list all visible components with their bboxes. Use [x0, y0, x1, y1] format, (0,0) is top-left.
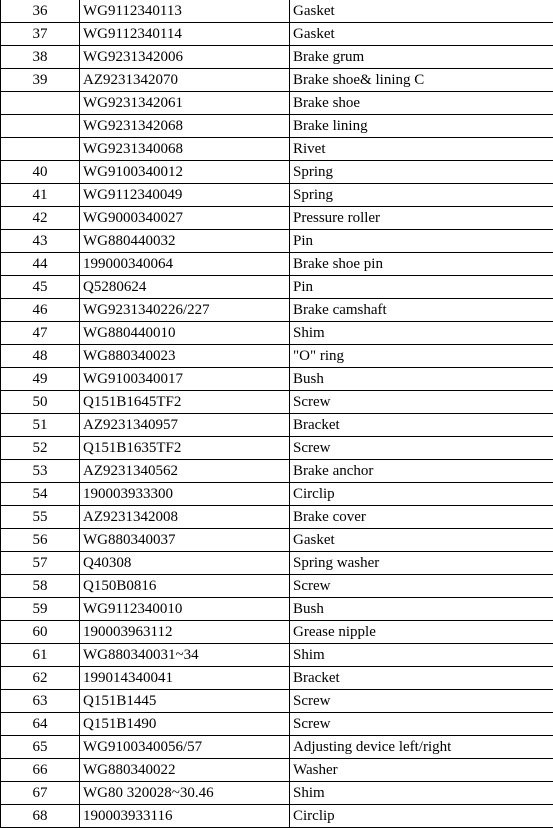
item-number: 42: [1, 207, 80, 230]
part-description: Washer: [290, 759, 553, 782]
table-row: [1, 184, 553, 207]
part-number: AZ9231340562: [80, 460, 290, 483]
part-number: WG9231342061: [80, 92, 290, 115]
part-description: Spring: [290, 184, 553, 207]
item-number: [1, 138, 80, 161]
item-number: 53: [1, 460, 80, 483]
item-number: 52: [1, 437, 80, 460]
table-row: [1, 253, 553, 276]
table-row: [1, 345, 553, 368]
item-number: 37: [1, 23, 80, 46]
item-number: 40: [1, 161, 80, 184]
part-description: Brake shoe& lining C: [290, 69, 553, 92]
table-row: [1, 230, 553, 253]
part-description: Brake camshaft: [290, 299, 553, 322]
part-description: Rivet: [290, 138, 553, 161]
part-description: Pressure roller: [290, 207, 553, 230]
part-description: Bracket: [290, 414, 553, 437]
item-number: 64: [1, 713, 80, 736]
part-description: Pin: [290, 276, 553, 299]
part-number: 190003933116: [80, 805, 290, 828]
part-number: Q151B1645TF2: [80, 391, 290, 414]
part-number: WG80 320028~30.46: [80, 782, 290, 805]
part-description: Screw: [290, 575, 553, 598]
part-number: Q151B1490: [80, 713, 290, 736]
item-number: [1, 115, 80, 138]
part-number: WG9112340113: [80, 0, 290, 23]
table-row: [1, 368, 553, 391]
part-number: Q5280624: [80, 276, 290, 299]
table-row: [1, 23, 553, 46]
part-number: AZ9231342008: [80, 506, 290, 529]
part-description: Screw: [290, 391, 553, 414]
part-number: WG9112340114: [80, 23, 290, 46]
table-row: [1, 759, 553, 782]
part-description: Gasket: [290, 529, 553, 552]
part-description: Screw: [290, 437, 553, 460]
item-number: 57: [1, 552, 80, 575]
part-description: Grease nipple: [290, 621, 553, 644]
part-description: Screw: [290, 690, 553, 713]
part-description: Bush: [290, 598, 553, 621]
part-description: Screw: [290, 713, 553, 736]
part-description: Circlip: [290, 483, 553, 506]
part-number: WG9112340010: [80, 598, 290, 621]
item-number: 39: [1, 69, 80, 92]
table-row: [1, 529, 553, 552]
part-number: WG880340022: [80, 759, 290, 782]
part-description: Spring: [290, 161, 553, 184]
item-number: 43: [1, 230, 80, 253]
part-number: WG880340023: [80, 345, 290, 368]
part-number: WG9231342006: [80, 46, 290, 69]
table-row: [1, 92, 553, 115]
part-description: Brake lining: [290, 115, 553, 138]
item-number: 67: [1, 782, 80, 805]
table-row: [1, 690, 553, 713]
table-row: [1, 414, 553, 437]
part-number: Q151B1635TF2: [80, 437, 290, 460]
part-description: Brake anchor: [290, 460, 553, 483]
table-row: [1, 276, 553, 299]
table-row: [1, 644, 553, 667]
part-number: AZ9231342070: [80, 69, 290, 92]
item-number: 48: [1, 345, 80, 368]
table-row: [1, 621, 553, 644]
table-row: [1, 782, 553, 805]
item-number: 58: [1, 575, 80, 598]
item-number: 36: [1, 0, 80, 23]
table-row: [1, 391, 553, 414]
part-number: 199014340041: [80, 667, 290, 690]
part-number: WG9100340056/57: [80, 736, 290, 759]
part-number: Q151B1445: [80, 690, 290, 713]
part-description: Shim: [290, 644, 553, 667]
table-row: [1, 207, 553, 230]
part-number: 190003963112: [80, 621, 290, 644]
table-row: [1, 506, 553, 529]
table-row: [1, 713, 553, 736]
part-number: AZ9231340957: [80, 414, 290, 437]
item-number: 46: [1, 299, 80, 322]
item-number: 59: [1, 598, 80, 621]
table-row: [1, 161, 553, 184]
item-number: 55: [1, 506, 80, 529]
table-row: [1, 598, 553, 621]
table-row: [1, 667, 553, 690]
item-number: 38: [1, 46, 80, 69]
part-description: Circlip: [290, 805, 553, 828]
table-row: [1, 437, 553, 460]
part-number: WG880440032: [80, 230, 290, 253]
table-row: [1, 69, 553, 92]
part-description: Gasket: [290, 23, 553, 46]
parts-table-body: [1, 0, 553, 828]
part-description: Bracket: [290, 667, 553, 690]
part-number: WG9231340068: [80, 138, 290, 161]
table-row: [1, 805, 553, 828]
table-row: [1, 299, 553, 322]
part-number: Q40308: [80, 552, 290, 575]
part-number: 190003933300: [80, 483, 290, 506]
part-number: WG9231342068: [80, 115, 290, 138]
part-description: "O" ring: [290, 345, 553, 368]
item-number: 47: [1, 322, 80, 345]
table-row: [1, 483, 553, 506]
part-number: 199000340064: [80, 253, 290, 276]
item-number: 41: [1, 184, 80, 207]
item-number: 60: [1, 621, 80, 644]
part-description: Shim: [290, 322, 553, 345]
table-row: [1, 138, 553, 161]
part-description: Brake shoe: [290, 92, 553, 115]
table-row: [1, 460, 553, 483]
part-number: WG9112340049: [80, 184, 290, 207]
item-number: 50: [1, 391, 80, 414]
part-description: Gasket: [290, 0, 553, 23]
part-number: WG9100340012: [80, 161, 290, 184]
table-row: [1, 322, 553, 345]
part-description: Adjusting device left/right: [290, 736, 553, 759]
part-description: Spring washer: [290, 552, 553, 575]
table-row: [1, 736, 553, 759]
part-number: WG9000340027: [80, 207, 290, 230]
item-number: 66: [1, 759, 80, 782]
item-number: 56: [1, 529, 80, 552]
item-number: 54: [1, 483, 80, 506]
part-number: WG880440010: [80, 322, 290, 345]
table-row: [1, 46, 553, 69]
item-number: 51: [1, 414, 80, 437]
item-number: 68: [1, 805, 80, 828]
part-description: Brake cover: [290, 506, 553, 529]
item-number: 44: [1, 253, 80, 276]
part-number: WG9100340017: [80, 368, 290, 391]
item-number: 49: [1, 368, 80, 391]
part-description: Brake shoe pin: [290, 253, 553, 276]
part-number: WG9231340226/227: [80, 299, 290, 322]
item-number: 61: [1, 644, 80, 667]
part-number: WG880340037: [80, 529, 290, 552]
table-row: [1, 575, 553, 598]
item-number: 62: [1, 667, 80, 690]
table-row: [1, 115, 553, 138]
part-description: Brake grum: [290, 46, 553, 69]
part-number: WG880340031~34: [80, 644, 290, 667]
part-description: Shim: [290, 782, 553, 805]
part-description: Bush: [290, 368, 553, 391]
part-number: Q150B0816: [80, 575, 290, 598]
table-row: [1, 552, 553, 575]
item-number: [1, 92, 80, 115]
table-row: [1, 0, 553, 23]
item-number: 65: [1, 736, 80, 759]
item-number: 45: [1, 276, 80, 299]
item-number: 63: [1, 690, 80, 713]
part-description: Pin: [290, 230, 553, 253]
